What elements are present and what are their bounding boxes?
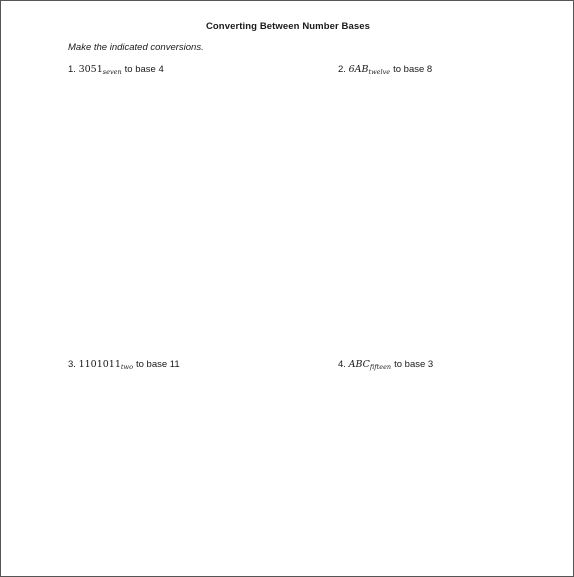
- problem-value: ABC: [348, 359, 370, 370]
- problem-base-subscript: fifteen: [369, 363, 392, 371]
- problem-base-subscript: two: [120, 363, 133, 371]
- problem-2: [338, 64, 432, 76]
- problem-number: 4.: [338, 359, 346, 370]
- problem-base-subscript: seven: [102, 68, 122, 76]
- problem-value: 6AB: [348, 64, 369, 75]
- problem-target: to base 11: [135, 359, 180, 370]
- problem-value: 3051: [78, 64, 103, 75]
- problem-1: [68, 64, 164, 76]
- problem-number: 2.: [338, 64, 346, 75]
- worksheet-title: Converting Between Number Bases: [205, 21, 371, 32]
- problem-value: 1101011: [78, 359, 121, 370]
- instructions-text: Make the indicated conversions.: [68, 42, 204, 53]
- problem-4: [338, 359, 433, 371]
- problem-base-subscript: twelve: [368, 68, 391, 76]
- problem-target: to base 3: [394, 359, 434, 370]
- problem-number: 1.: [68, 64, 76, 75]
- problem-number: 3.: [68, 359, 76, 370]
- problem-target: to base 8: [393, 64, 433, 75]
- problem-3: [68, 359, 180, 371]
- problem-target: to base 4: [124, 64, 164, 75]
